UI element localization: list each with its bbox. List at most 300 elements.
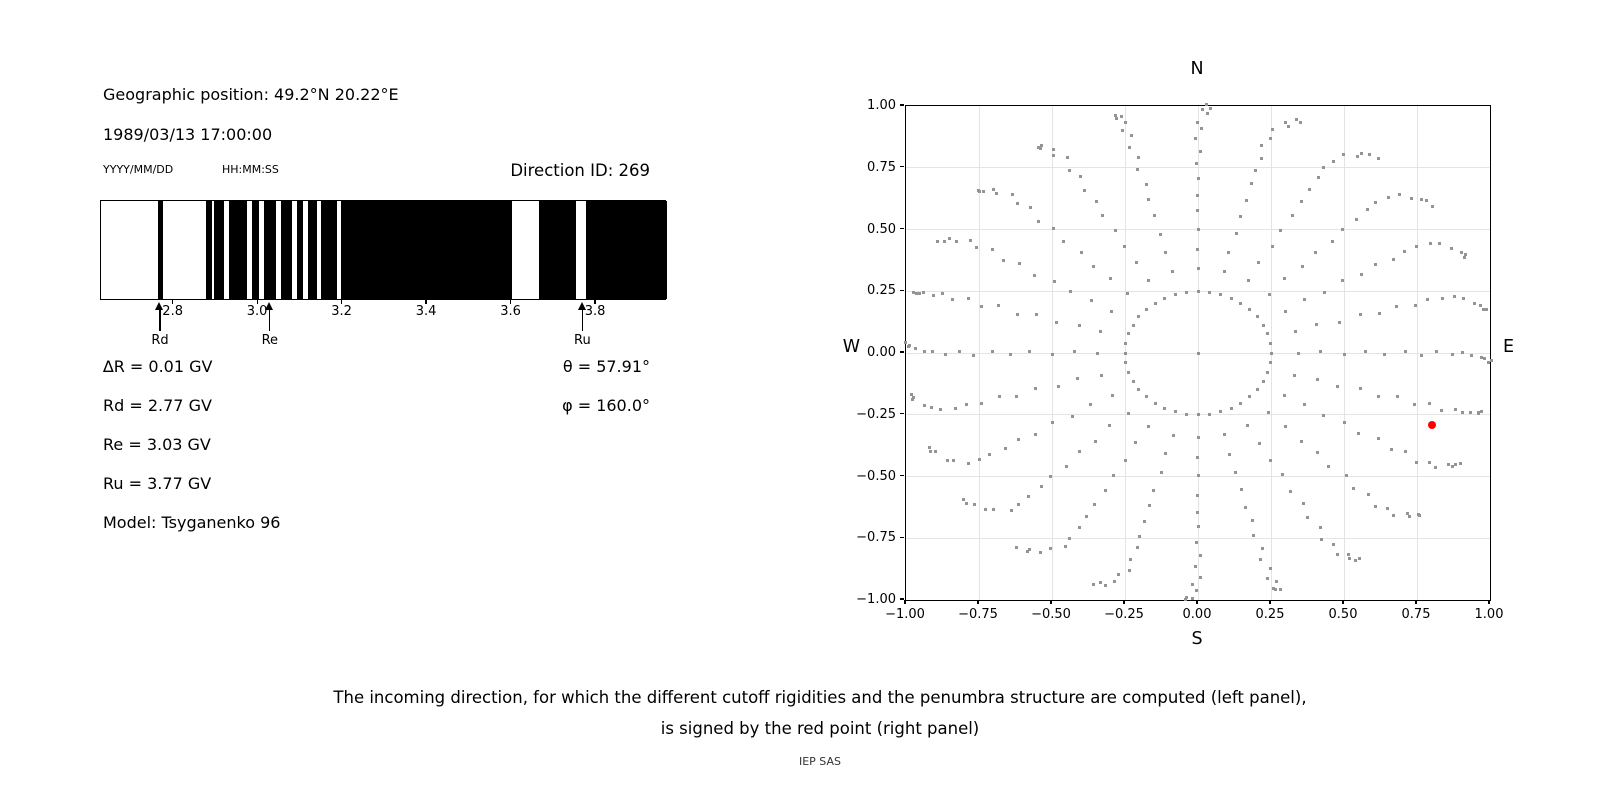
- direction-dot: [951, 298, 954, 301]
- direction-dot: [1147, 279, 1150, 282]
- direction-dot: [1463, 256, 1466, 259]
- direction-dot: [1154, 402, 1157, 405]
- compass-north-label: N: [1190, 59, 1204, 79]
- direction-dot: [1319, 350, 1322, 353]
- direction-dot: [1398, 193, 1401, 196]
- penumbra-band: [586, 201, 667, 299]
- x-tick-label: −0.50: [1031, 607, 1071, 622]
- direction-dot: [1069, 290, 1072, 293]
- direction-dot: [929, 450, 932, 453]
- rd-text: Rd = 2.77 GV: [103, 396, 212, 415]
- direction-dot: [1284, 425, 1287, 428]
- direction-dot: [1110, 310, 1113, 313]
- direction-dot: [1037, 146, 1040, 149]
- direction-dot: [1469, 411, 1472, 414]
- direction-dot: [1284, 121, 1287, 124]
- direction-dot: [1345, 474, 1348, 477]
- direction-dot: [1076, 377, 1079, 380]
- direction-dot: [1197, 290, 1200, 293]
- direction-dot: [946, 459, 949, 462]
- direction-dot: [1257, 261, 1260, 264]
- direction-dot: [1132, 324, 1135, 327]
- direction-dot: [1266, 371, 1269, 374]
- penumbra-tick-label: 3.0: [246, 304, 268, 319]
- direction-dot: [1124, 121, 1127, 124]
- direction-dot: [992, 188, 995, 191]
- direction-dot: [1428, 461, 1431, 464]
- x-tick-mark: [1415, 600, 1416, 604]
- direction-dot: [1461, 351, 1464, 354]
- direction-dot: [1377, 395, 1380, 398]
- direction-dot: [1287, 125, 1290, 128]
- direction-dot: [1126, 292, 1129, 295]
- x-tick-mark: [1196, 600, 1197, 604]
- direction-dot: [1124, 342, 1127, 345]
- direction-dot: [1377, 437, 1380, 440]
- direction-dot: [1009, 353, 1012, 356]
- direction-dot: [943, 240, 946, 243]
- direction-dot: [1164, 251, 1167, 254]
- direction-dot: [1124, 352, 1127, 355]
- direction-dot: [1191, 597, 1194, 600]
- datetime-text: 1989/03/13 17:00:00: [103, 125, 273, 144]
- arrow-shaft: [269, 308, 270, 331]
- direction-dot: [1480, 410, 1483, 413]
- direction-dot: [1490, 359, 1493, 362]
- caption-line-1: The incoming direction, for which the different cutoff rigidities and the penumbra structure are computed (left panel),: [333, 688, 1307, 707]
- direction-dot: [1078, 324, 1081, 327]
- y-tick-label: 0.25: [867, 283, 896, 299]
- direction-dot: [1196, 511, 1199, 514]
- direction-dot: [1377, 157, 1380, 160]
- direction-dot: [1258, 442, 1261, 445]
- direction-dot: [1240, 488, 1243, 491]
- direction-dot: [1428, 402, 1431, 405]
- direction-dot: [1199, 150, 1202, 153]
- direction-dot: [958, 350, 961, 353]
- direction-dot: [1473, 302, 1476, 305]
- direction-dot: [1066, 156, 1069, 159]
- direction-dot: [1197, 228, 1200, 231]
- direction-dot: [1256, 388, 1259, 391]
- direction-dot: [1250, 182, 1253, 185]
- direction-dot: [1454, 408, 1457, 411]
- direction-dot: [1219, 410, 1222, 413]
- y-tick-label: 0.75: [867, 159, 896, 175]
- penumbra-bands-layer: [101, 201, 665, 299]
- selected-direction-point: [1428, 421, 1436, 429]
- direction-dot: [1239, 402, 1242, 405]
- direction-dot: [1143, 520, 1146, 523]
- direction-dot: [1099, 330, 1102, 333]
- direction-dot: [1197, 525, 1200, 528]
- direction-dot: [1052, 148, 1055, 151]
- direction-dot: [915, 292, 918, 295]
- direction-dot: [1037, 220, 1040, 223]
- direction-dot: [1011, 193, 1014, 196]
- direction-dot: [992, 508, 995, 511]
- direction-dot: [965, 403, 968, 406]
- direction-dot: [1109, 277, 1112, 280]
- re-text: Re = 3.03 GV: [103, 435, 211, 454]
- direction-dot: [1343, 353, 1346, 356]
- direction-dot: [1132, 380, 1135, 383]
- x-tick-mark: [1269, 600, 1270, 604]
- direction-dot: [941, 292, 944, 295]
- penumbra-band: [158, 201, 163, 299]
- direction-dot: [1129, 558, 1132, 561]
- x-tick-label: −0.25: [1104, 607, 1144, 622]
- penumbra-tick-label: 3.6: [500, 304, 521, 319]
- direction-dot: [1148, 504, 1151, 507]
- y-tick-label: −0.50: [856, 468, 896, 484]
- direction-dot: [1223, 433, 1226, 436]
- direction-dot: [922, 291, 925, 294]
- direction-dot: [1194, 565, 1197, 568]
- direction-dot: [1184, 598, 1187, 601]
- x-tick-mark: [904, 600, 905, 604]
- theta-text: θ = 57.91°: [562, 357, 650, 376]
- x-tick-label: 1.00: [1474, 607, 1504, 622]
- direction-dot: [1104, 489, 1107, 492]
- direction-dot: [1040, 144, 1043, 147]
- direction-dot: [1057, 385, 1060, 388]
- direction-dot: [1205, 103, 1208, 106]
- direction-dot: [1359, 313, 1362, 316]
- direction-dot: [1459, 462, 1462, 465]
- penumbra-band: [539, 201, 575, 299]
- direction-dot: [1153, 214, 1156, 217]
- direction-dot: [914, 347, 917, 350]
- direction-dot: [1404, 350, 1407, 353]
- direction-dot: [1239, 215, 1242, 218]
- direction-dot: [1283, 394, 1286, 397]
- direction-dot: [1136, 168, 1139, 171]
- direction-dot: [1085, 515, 1088, 518]
- direction-dot: [1026, 550, 1029, 553]
- penumbra-plot: [100, 200, 666, 300]
- direction-dot: [1096, 352, 1099, 355]
- direction-dot: [1208, 291, 1211, 294]
- direction-dot: [1034, 433, 1037, 436]
- direction-dot: [1420, 198, 1423, 201]
- direction-dot: [1415, 245, 1418, 248]
- direction-dot: [1083, 189, 1086, 192]
- direction-dot: [1342, 153, 1345, 156]
- direction-dot: [1483, 357, 1486, 360]
- direction-dot: [1245, 199, 1248, 202]
- arrow-shaft: [582, 308, 583, 331]
- direction-dot: [1260, 157, 1263, 160]
- direction-dot: [1137, 388, 1140, 391]
- direction-dot: [1315, 323, 1318, 326]
- penumbra-tick-label: 3.8: [584, 304, 606, 319]
- direction-dot: [936, 240, 939, 243]
- direction-dot: [962, 498, 965, 501]
- direction-dot: [911, 398, 914, 401]
- direction-dot: [1049, 475, 1052, 478]
- direction-dot: [1130, 134, 1133, 137]
- y-tick-mark: [900, 475, 904, 476]
- direction-dot: [1374, 201, 1377, 204]
- delta-r-text: ∆R = 0.01 GV: [103, 357, 213, 376]
- direction-dot: [1185, 413, 1188, 416]
- direction-dot: [1450, 247, 1453, 250]
- direction-dot: [1248, 395, 1251, 398]
- direction-dot: [1094, 440, 1097, 443]
- direction-dot: [1174, 293, 1177, 296]
- direction-dot: [904, 341, 907, 344]
- direction-dot: [1271, 128, 1274, 131]
- direction-dot: [1320, 538, 1323, 541]
- direction-dot: [1435, 350, 1438, 353]
- direction-dot: [1227, 251, 1230, 254]
- direction-dot: [1262, 324, 1265, 327]
- x-tick-mark: [1342, 600, 1343, 604]
- direction-dot: [965, 502, 968, 505]
- direction-dot: [928, 446, 931, 449]
- direction-dot: [1293, 374, 1296, 377]
- direction-dot: [1270, 352, 1273, 355]
- direction-dot: [1279, 229, 1282, 232]
- direction-dot: [1089, 403, 1092, 406]
- y-tick-mark: [900, 413, 904, 414]
- direction-dot: [1100, 374, 1103, 377]
- direction-dot: [1392, 258, 1395, 261]
- direction-dot: [1049, 547, 1052, 550]
- compass-east-label: E: [1503, 337, 1515, 357]
- direction-dot: [1235, 232, 1238, 235]
- direction-dot: [923, 350, 926, 353]
- direction-dot: [1051, 421, 1054, 424]
- direction-dot: [1127, 371, 1130, 374]
- direction-dot: [1090, 299, 1093, 302]
- x-tick-mark: [1488, 600, 1489, 604]
- direction-dot: [1248, 308, 1251, 311]
- direction-dot: [1323, 291, 1326, 294]
- direction-dot: [1197, 413, 1200, 416]
- direction-dot: [1062, 240, 1065, 243]
- direction-dot: [1152, 489, 1155, 492]
- direction-dot: [1163, 297, 1166, 300]
- direction-dot: [1078, 450, 1081, 453]
- direction-dot: [1283, 277, 1286, 280]
- direction-dot: [1482, 308, 1485, 311]
- direction-dot: [1420, 354, 1423, 357]
- direction-dot: [1289, 490, 1292, 493]
- direction-dot: [1396, 395, 1399, 398]
- ru-text: Ru = 3.77 GV: [103, 474, 212, 493]
- direction-dot: [1338, 321, 1341, 324]
- direction-dot: [1113, 580, 1116, 583]
- direction-dot: [1196, 494, 1199, 497]
- direction-dot: [1197, 436, 1200, 439]
- direction-dot: [969, 239, 972, 242]
- direction-dot: [1246, 424, 1249, 427]
- direction-dot: [1136, 546, 1139, 549]
- direction-dot: [980, 402, 983, 405]
- direction-dot: [1034, 387, 1037, 390]
- y-tick-mark: [900, 598, 904, 599]
- direction-dot: [1111, 394, 1114, 397]
- penumbra-band: [321, 201, 337, 299]
- penumbra-band: [341, 201, 513, 299]
- direction-dot: [1195, 162, 1198, 165]
- direction-dot: [967, 462, 970, 465]
- direction-dot: [984, 508, 987, 511]
- direction-dot: [1454, 463, 1457, 466]
- direction-dot: [1016, 202, 1019, 205]
- direction-dot: [1266, 577, 1269, 580]
- direction-dot: [1374, 505, 1377, 508]
- direction-dot: [1374, 263, 1377, 266]
- direction-dot: [1053, 280, 1056, 283]
- direction-dot: [1306, 516, 1309, 519]
- direction-dot: [1092, 265, 1095, 268]
- direction-dot: [1028, 548, 1031, 551]
- direction-dot: [1300, 200, 1303, 203]
- direction-dot: [1027, 495, 1030, 498]
- direction-dot: [1386, 507, 1389, 510]
- direction-dot: [1196, 248, 1199, 251]
- direction-dot: [1252, 534, 1255, 537]
- direction-dot: [1314, 251, 1317, 254]
- direction-dot: [1414, 304, 1417, 307]
- direction-dot: [1093, 503, 1096, 506]
- direction-dot: [1426, 298, 1429, 301]
- direction-dot: [1303, 298, 1306, 301]
- y-tick-mark: [900, 351, 904, 352]
- direction-dot: [1360, 273, 1363, 276]
- direction-dot: [1135, 261, 1138, 264]
- direction-dot: [1261, 547, 1264, 550]
- direction-dot: [1018, 262, 1021, 265]
- direction-dot: [1068, 169, 1071, 172]
- direction-dot: [1302, 502, 1305, 505]
- y-tick-label: 0.00: [867, 345, 896, 360]
- direction-dot: [1197, 177, 1200, 180]
- direction-dot: [1138, 535, 1141, 538]
- direction-dot: [1194, 137, 1197, 140]
- direction-dot: [1124, 361, 1127, 364]
- direction-dot: [1039, 551, 1042, 554]
- x-tick-label: 0.00: [1182, 607, 1212, 622]
- direction-dot: [1322, 414, 1325, 417]
- cutoff-marker-label: Re: [261, 333, 279, 348]
- direction-dot: [1197, 474, 1200, 477]
- direction-dot: [907, 345, 910, 348]
- direction-dot: [1295, 118, 1298, 121]
- direction-dot: [1343, 421, 1346, 424]
- direction-dot: [1269, 567, 1272, 570]
- date-format-label: YYYY/MM/DD: [103, 163, 174, 176]
- direction-dot: [1308, 188, 1311, 191]
- direction-dot: [1234, 471, 1237, 474]
- dots-layer: [906, 106, 1490, 600]
- direction-dot: [932, 294, 935, 297]
- direction-dot: [1356, 155, 1359, 158]
- direction-dot: [1201, 108, 1204, 111]
- direction-dot: [931, 350, 934, 353]
- direction-dot: [1017, 503, 1020, 506]
- direction-dot: [1462, 297, 1465, 300]
- direction-dot: [1017, 438, 1020, 441]
- y-tick-mark: [900, 166, 904, 167]
- direction-dot: [930, 406, 933, 409]
- direction-dot: [1425, 199, 1428, 202]
- arrow-shaft: [159, 308, 160, 331]
- direction-dot: [1174, 410, 1177, 413]
- direction-dot: [1262, 380, 1265, 383]
- direction-dot: [1331, 240, 1334, 243]
- direction-dot: [1159, 233, 1162, 236]
- direction-dot: [1147, 425, 1150, 428]
- direction-dot: [1336, 553, 1339, 556]
- direction-dot: [1418, 514, 1421, 517]
- direction-dot: [1195, 589, 1198, 592]
- direction-dot: [1095, 200, 1098, 203]
- direction-dot: [1145, 183, 1148, 186]
- direction-dot: [1470, 354, 1473, 357]
- penumbra-band: [264, 201, 276, 299]
- direction-dot: [1348, 557, 1351, 560]
- direction-dot: [1196, 456, 1199, 459]
- direction-dot: [1316, 451, 1319, 454]
- direction-dot: [1052, 227, 1055, 230]
- direction-dot: [1115, 117, 1118, 120]
- direction-dot: [1441, 297, 1444, 300]
- direction-dot: [1367, 493, 1370, 496]
- penumbra-band: [281, 201, 292, 299]
- direction-dot: [1195, 541, 1198, 544]
- direction-dot: [1016, 313, 1019, 316]
- direction-dot: [1392, 514, 1395, 517]
- direction-dot: [1101, 214, 1104, 217]
- direction-dot: [1269, 342, 1272, 345]
- y-tick-label: −0.25: [856, 406, 896, 422]
- penumbra-band: [252, 201, 260, 299]
- direction-dot: [982, 190, 985, 193]
- direction-dot: [1154, 302, 1157, 305]
- penumbra-tick-label: 3.4: [415, 304, 437, 319]
- direction-dot: [1128, 569, 1131, 572]
- direction-dot: [1464, 253, 1467, 256]
- direction-dot: [1071, 415, 1074, 418]
- direction-dot: [1055, 321, 1058, 324]
- phi-text: φ = 160.0°: [562, 396, 650, 415]
- direction-dot: [948, 237, 951, 240]
- direction-dot: [1196, 194, 1199, 197]
- direction-dot: [1145, 308, 1148, 311]
- direction-dot: [1347, 553, 1350, 556]
- direction-dot: [1461, 411, 1464, 414]
- direction-dot: [1239, 302, 1242, 305]
- direction-dot: [1279, 588, 1282, 591]
- direction-dot: [1104, 584, 1107, 587]
- direction-dot: [1378, 312, 1381, 315]
- direction-dot: [923, 404, 926, 407]
- direction-dot: [991, 248, 994, 251]
- direction-dot: [1068, 537, 1071, 540]
- cutoff-marker-label: Ru: [574, 333, 591, 348]
- direction-dot: [972, 354, 975, 357]
- direction-dot: [1197, 267, 1200, 270]
- direction-dot: [1368, 153, 1371, 156]
- direction-dot: [1244, 506, 1247, 509]
- direction-dot: [1114, 114, 1117, 117]
- direction-dot: [1029, 206, 1032, 209]
- direction-dot: [1121, 129, 1124, 132]
